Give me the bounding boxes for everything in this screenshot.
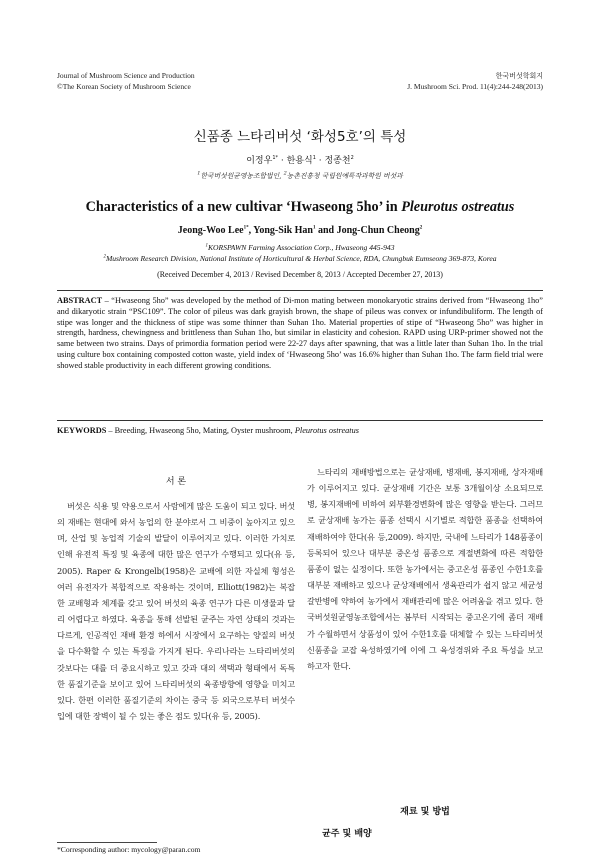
author-kr-2: 한용식 — [286, 156, 313, 166]
author-en-1: Jeong-Woo Lee — [177, 225, 244, 236]
affiliation-en-mark-2: 2 — [103, 254, 106, 260]
abstract — [57, 296, 543, 371]
right-column — [307, 464, 543, 674]
english-affiliation-2 — [0, 254, 600, 265]
author-separator: · — [315, 156, 325, 166]
intro-heading: 서 론 — [165, 477, 187, 487]
english-title-main: Characteristics of a new cultivar ‘Hwaseong 5ho’ in — [85, 199, 402, 215]
left-paragraph: 버섯은 식용 및 약용으로서 사람에게 많은 도움이 되고 있다. 버섯의 재배는 현대에 와서 농업의 한 분야로서 그 비중이 높아지고 있으며, 산업 및 농업적 기술의 발달이 이루어지고 있다. 이러한 가치로 인해 유전적 특징 및 육종에 대한 많은 연구가 수행되고 있다(유 등, 2005). Raper & Krongelb(1958)은 교배에 의한 자실체 형성은 여러 유전자가 복합적으로 작용하는 것이며, Elliott(1982)는 복잡한 교배형과 체계를 갖고 있어 버섯의 육종 연구가 다른 미생물과 달리 어렵다고 하였다. 육종을 통해 선발된 균주는 자연 상태의 것과는 다르게, 인공적인 재배 환경 하에서 시장에서 요구하는 양질의 버섯을 다수확할 수 있는 특징을 가지게 된다. 우리나라는 느타리버섯의 갓보다는 대를 더 중요시하고 있고 갓과 대의 색택과 형태에서 독특한 품질기준을 보이고 있어 느타리버섯의 육종방향에 영향을 미치고 있다. 한편 이러한 품질기준의 차이는 중국 등 외국으로부터 버섯수입에 대한 장벽이 될 수 있는 좋은 점도 있다(유 등, 2005). — [57, 501, 295, 722]
author-en-2: Yong-Sik Han — [253, 225, 313, 236]
strain-subheading: 균주 및 배양 — [322, 829, 372, 839]
korean-authors — [0, 153, 600, 166]
received-dates: (Received December 4, 2013 / Revised December 8, 2013 / Accepted December 27, 2013) — [157, 270, 443, 279]
keywords-text: – Breeding, Hwaseong 5ho, Mating, Oyster mushroom, — [106, 426, 295, 435]
author-en-1-mark: 1* — [243, 225, 249, 231]
abstract-text: – “Hwaseong 5ho” was developed by the method of Di-mon mating between monokaryotic strains derived from “Hwaseong 1ho” and dikaryotic strain “PSC109”. The color of pileus was dark grayish brown, the shape of pileus was convex or infundibuliform. The length of stipe was longer and the thickness of stipe was some thinner than Suhan 1ho. Material properties of stipe of “Hwaseong 5ho” was higher in strength, hardness, chewingness and brittleness than Suhan 1ho, but similar in elasticity and cohesion. RAPD using URP-primer showed not the same between two strains. Days of primordia formation period were 22-27 days after spawning, that was a little later than Suhan 1ho. In the trial using culture box containing composted cotton waste, yield index of ‘Hwaseong 5ho’ was 16.6% higher than Suhan 1ho. The farm field trial were showed stable productivity in each different growing conditions. — [57, 296, 543, 370]
author-kr-3: 정종천 — [324, 156, 351, 166]
affiliation-kr-1: 한국버섯원균영농조합법인, — [200, 172, 284, 180]
methods-heading: 재료 및 방법 — [400, 807, 450, 817]
keywords-label: KEYWORDS — [57, 426, 107, 435]
keywords — [57, 426, 543, 437]
affiliation-kr-2: 농촌진흥청 국립원예특작과학원 버섯과 — [286, 172, 403, 180]
right-paragraph: 느타리의 재배방법으로는 균상재배, 병재배, 봉지재배, 상자재배가 이루어지고 있다. 균상재배 기간은 보통 3개월이상 소요되므로 병, 봉지재배에 비하여 외부환경변화에 많은 영향을 받는다. 그러므로 균상재배 농가는 품종 선택시 시기별로 적합한 품종을 선택하여 재배하여야 한다(유 등,2009). 하지만, 국내에 느타리가 148품종이 등록되어 있으나 대부분 중온성 품종으로 계절변화에 따른 적합한 품종이 없는 실정이다. 또한 농가에서는 중고온성 품종인 수한1호를 대부분 재배하고 있으나 균상재배에서 생육관리가 쉽지 않고 세균성 갈반병에 약하여 농가에서 재배관리에 많은 어려움을 겪고 있다. 한국버섯원균영농조합에서는 봄부터 시작되는 중고온기에 좀더 재배가 수월하면서 상품성이 있어 수한1호를 대체할 수 있는 느타리버섯 신품종을 교잡 육성하였기에 이에 그 육성경위와 주요 특성을 보고하고자 한다. — [307, 467, 543, 671]
affiliation-kr-mark-2: 2 — [283, 170, 287, 177]
author-kr-3-mark: 2 — [350, 155, 354, 161]
abstract-top-rule — [57, 290, 543, 291]
society-copyright: ©The Korean Society of Mushroom Science — [57, 82, 191, 91]
left-column — [57, 498, 295, 724]
society-name-kr: 한국버섯학회지 — [495, 72, 543, 80]
author-en-separator: , — [248, 225, 254, 236]
affiliation-kr-mark-1: 1 — [197, 170, 201, 177]
journal-name: Journal of Mushroom Science and Production — [57, 71, 195, 80]
author-en-and: and — [315, 225, 337, 236]
journal-citation: J. Mushroom Sci. Prod. 11(4):244-248(2013) — [407, 82, 543, 91]
english-affiliation-1 — [0, 243, 600, 254]
author-en-3-mark: 2 — [419, 225, 423, 231]
korean-title: 신품종 느타리버섯 ‘화성5호’의 특성 — [193, 129, 407, 145]
author-separator: · — [278, 156, 287, 166]
english-authors — [0, 225, 600, 236]
keywords-species: Pleurotus ostreatus — [294, 426, 359, 435]
author-kr-1: 이정우 — [246, 156, 273, 166]
korean-affiliations — [0, 170, 600, 180]
author-en-2-mark: 1 — [313, 225, 316, 231]
abstract-label: ABSTRACT — [57, 296, 103, 305]
affiliation-en-1: KORSPAWN Farming Association Corp., Hwaseong 445-943 — [207, 243, 395, 252]
english-title — [0, 199, 600, 216]
author-en-3: Jong-Chun Cheong — [336, 225, 420, 236]
affiliation-en-mark-1: 1 — [205, 243, 208, 249]
footnote: *Corresponding author: mycology@paran.com — [57, 845, 201, 854]
footnote-rule — [57, 842, 157, 843]
english-title-species: Pleurotus ostreatus — [401, 199, 515, 215]
author-kr-1-mark: 1* — [272, 155, 279, 161]
author-kr-2-mark: 1 — [312, 155, 316, 161]
affiliation-en-2: Mushroom Research Division, National Institute of Horticultural & Herbal Science, RDA, Chungbuk Eumseong 369-873, Korea — [105, 254, 497, 263]
keywords-rule — [57, 420, 543, 421]
